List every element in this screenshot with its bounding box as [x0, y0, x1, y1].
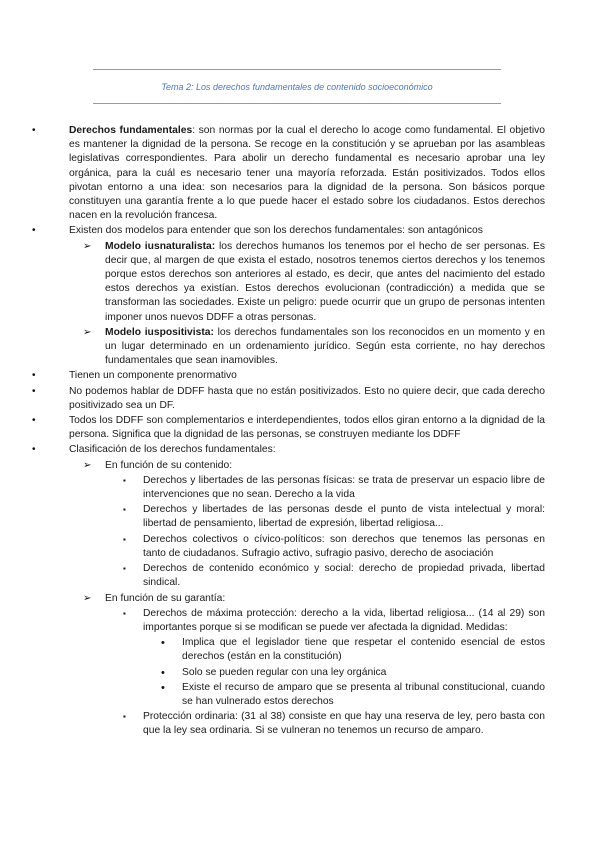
header-title: Tema 2: Los derechos fundamentales de contenido socioeconómico — [161, 82, 433, 92]
bullet-marker: • — [32, 385, 36, 397]
list-item-colectivos — [123, 533, 545, 561]
item-text: Derechos de máxima protección: derecho a la vida, libertad religiosa... (14 al 29) son importantes porque si se modifican se puede ver afectada la dignidad. Medidas: — [143, 607, 545, 633]
list-item-modelo-iuspositivista — [83, 326, 545, 369]
list-item-recurso-amparo — [161, 681, 545, 709]
list-item-derechos-fundamentales — [32, 124, 545, 223]
item-text: Existe el recurso de amparo que se presenta al tribunal constitucional, cuando se han vulnerado estos derechos — [182, 681, 545, 707]
list-item-modelo-iusnaturalista — [83, 240, 546, 325]
list-item-clasificacion — [32, 443, 545, 457]
bullet-marker: • — [32, 415, 36, 427]
list-item-ley-organica — [161, 666, 545, 680]
item-text: Solo se pueden regular con una ley orgánica — [182, 666, 387, 678]
bullet-marker: • — [32, 125, 36, 136]
item-text: Todos los DDFF son complementarios e interdependientes, todos ellos giran entorno a la dignidad de la persona. Significa que la dignidad de las personas, se construyen mediante los DDFF — [69, 415, 545, 441]
list-item-funcion-contenido — [83, 459, 545, 473]
item-text: Protección ordinaria: (31 al 38) consiste en que hay una reserva de ley, pero basta con que la ley sea ordinaria. Si se vulneran no tenemos un recurso de amparo. — [143, 711, 545, 737]
item-text: los derechos fundamentales son los reconocidos en un momento y en un lugar determinado en un ordenamiento jurídico. Según esta corriente, no hay derechos fundamentales que sean inamovibles. — [105, 326, 545, 367]
square-marker: ▪ — [123, 505, 126, 515]
list-item-legislador — [161, 636, 545, 664]
list-item-economico-social — [123, 562, 545, 590]
item-text: Derechos de contenido económico y social: derecho de propiedad privada, libertad sindical. — [143, 563, 545, 589]
item-text: Implica que el legislador tiene que respetar el contenido esencial de estos derechos (están en la constitución) — [182, 637, 545, 663]
square-marker: ▪ — [123, 534, 126, 544]
document-body — [0, 124, 600, 740]
list-item-modelos — [32, 224, 545, 238]
bullet-marker: • — [32, 370, 36, 382]
item-text: En función de su garantía: — [105, 592, 226, 604]
square-marker: ▪ — [123, 712, 126, 722]
term-derechos-fundamentales: Derechos fundamentales — [69, 125, 193, 136]
term-modelo-iuspositivista: Modelo iuspositivista: — [105, 326, 214, 338]
item-text: Derechos colectivos o cívico-políticos: son derechos que tenemos las personas en tanto de ciudadanos. Sufragio activo, sufragio pasivo, derecho de asociación — [143, 533, 545, 559]
arrow-marker: ➢ — [83, 592, 92, 604]
arrow-marker: ➢ — [83, 326, 92, 338]
header-top-rule — [93, 69, 501, 70]
list-item-proteccion-ordinaria — [123, 710, 545, 738]
list-item-funcion-garantia — [83, 592, 545, 606]
list-item-maxima-proteccion — [123, 607, 545, 635]
header-bottom-rule — [93, 103, 501, 104]
bullet-marker: • — [32, 444, 36, 456]
item-text: Derechos y libertades de las personas físicas: se trata de preservar un espacio libre de intervenciones que no sean. Derecho a la vida — [143, 474, 545, 501]
term-modelo-iusnaturalista: Modelo iusnaturalista: — [105, 240, 216, 252]
square-marker: ▪ — [123, 564, 126, 574]
item-text: En función de su contenido: — [105, 459, 233, 471]
item-text: los derechos humanos los tenemos por el hecho de ser personas. Es decir que, al margen de que exista el estado, nosotros tenemos ciertos derechos y los tenemos porque estos derechos son anteriores al estado, es decir, que antes del nacimiento del estado estos derechos ya existían. Estos derechos evolucionan (contradicción) a medida que se transforman las sociedades. Existe un peligro: puede ocurrir que un grupo de personas intenten imponer unos nuevos DDFF a otras personas. — [105, 240, 546, 323]
bullet-marker: • — [32, 225, 36, 237]
arrow-marker: ➢ — [83, 459, 92, 471]
square-marker: ▪ — [123, 608, 126, 618]
item-text: Existen dos modelos para entender que son los derechos fundamentales: son antagónicos — [69, 225, 483, 237]
item-text: No podemos hablar de DDFF hasta que no están positivizados. Esto no quiere decir, que cada derecho positivizado sea un DF. — [69, 385, 545, 411]
list-item-intelectual-moral — [123, 503, 545, 531]
list-item-personas-fisicas — [123, 474, 545, 502]
list-item-prenormativo — [32, 369, 545, 383]
list-item-complementarios — [32, 414, 545, 442]
arrow-marker: ➢ — [83, 240, 92, 252]
item-text: Tienen un componente prenormativo — [69, 370, 237, 382]
bullet-marker: • — [161, 637, 165, 650]
bullet-marker: • — [161, 681, 165, 694]
bullet-marker: • — [161, 666, 165, 679]
list-item-positivizados — [32, 385, 545, 413]
item-text: : son normas por la cual el derecho lo acoge como fundamental. El objetivo es mantener la dignidad de la persona. Se recoge en la constitución y se aprueban por las asambleas legislativas correspondientes. Para abolir un derecho fundamental es necesario aprobar una ley orgánica, para la cuál es necesario tener una mayoría reforzada. Están positivizados. Todos ellos pivotan entorno a una idea: son necesarios para la dignidad de la persona. Son básicos porque constituyen una garantía frente a lo que puede hacer el estado sobre los ciudadanos. Estos derechos nacen en la revolución francesa. — [69, 125, 545, 222]
item-text: Derechos y libertades de las personas desde el punto de vista intelectual y moral: libertad de pensamiento, libertad de expresión, libertad religiosa... — [143, 504, 545, 530]
square-marker: ▪ — [123, 475, 126, 485]
item-text: Clasificación de los derechos fundamentales: — [69, 444, 276, 456]
